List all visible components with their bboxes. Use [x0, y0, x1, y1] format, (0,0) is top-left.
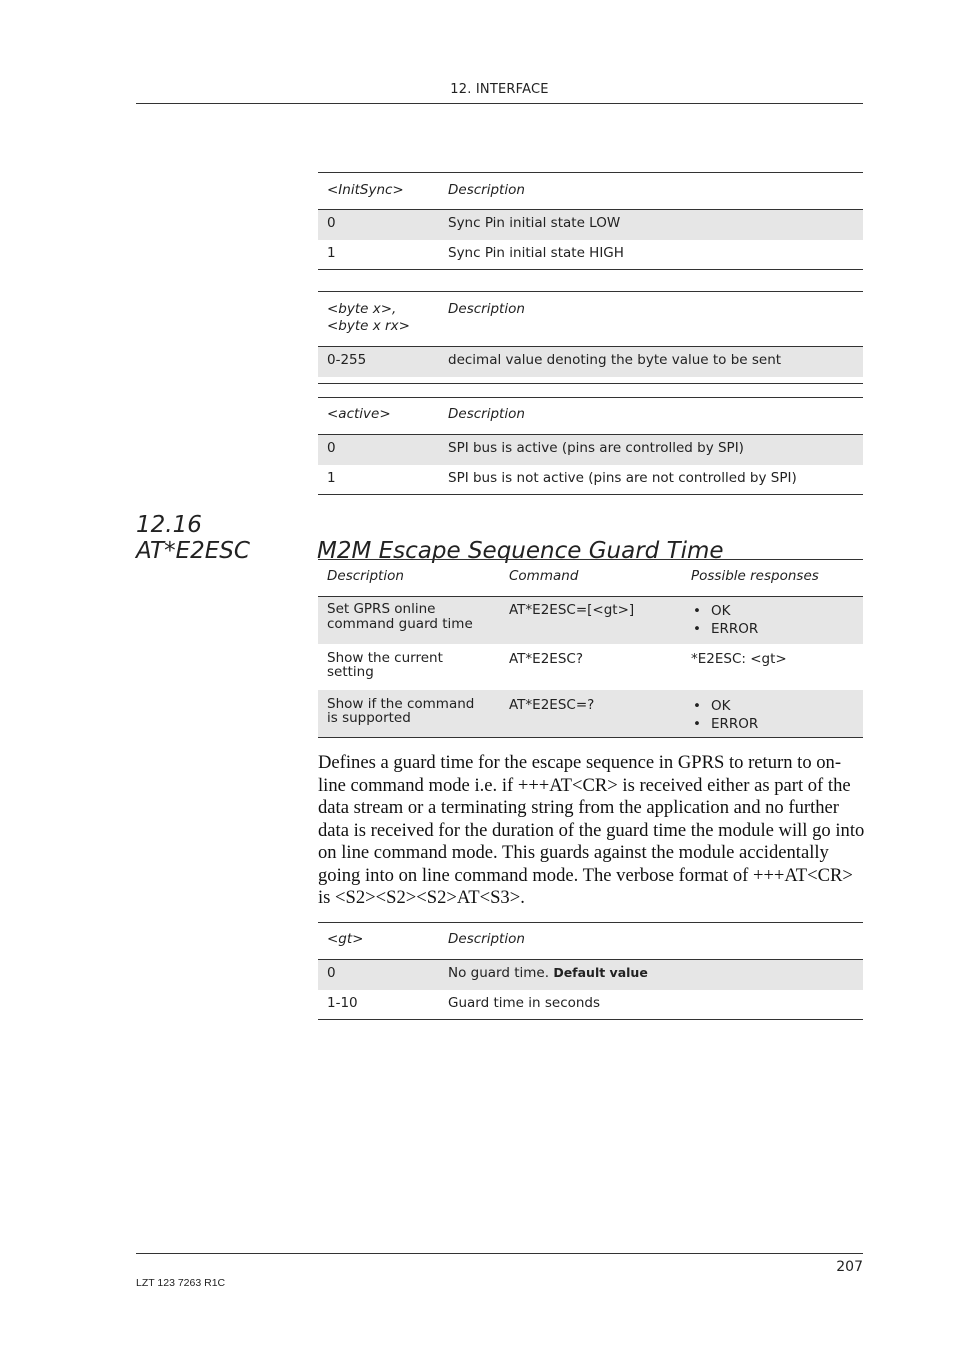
- command-desc-line: setting: [327, 664, 374, 680]
- table-cell: 0: [318, 435, 439, 465]
- command-desc-cell: [318, 690, 500, 738]
- response-item: • ERROR: [691, 620, 854, 638]
- command-desc-cell: [318, 644, 500, 690]
- gt-desc-text: No guard time.: [448, 965, 550, 981]
- header-rule: [136, 103, 863, 104]
- command-desc-line: Show the current: [327, 649, 443, 666]
- table-cell: 0: [318, 210, 439, 240]
- command-header-desc: Description: [318, 560, 500, 597]
- responses-cell: [682, 690, 863, 738]
- initsync-header-param: <InitSync>: [318, 173, 439, 210]
- document-id: LZT 123 7263 R1C: [136, 1277, 226, 1289]
- table-cell: Guard time in seconds: [439, 990, 863, 1020]
- table-cell: Sync Pin initial state HIGH: [439, 240, 863, 270]
- table-cell: decimal value denoting the byte value to be sent: [439, 347, 863, 377]
- active-table: [318, 397, 863, 495]
- response-item: • ERROR: [691, 715, 854, 733]
- table-cell: 0-255: [318, 347, 439, 377]
- command-header-responses: Possible responses: [682, 560, 863, 597]
- responses-cell: [682, 597, 863, 644]
- command-cell: AT*E2ESC?: [509, 650, 583, 667]
- byte-header-line2: <byte x rx>: [327, 318, 410, 334]
- byte-header-param: [318, 292, 439, 347]
- page-number: 207: [836, 1259, 863, 1275]
- initsync-table: [318, 172, 863, 270]
- default-value-label: Default value: [553, 965, 648, 980]
- section-number: 12.16 AT*E2ESC: [136, 512, 250, 564]
- table-spacer: [318, 377, 439, 384]
- responses-cell: *E2ESC: <gt>: [691, 650, 787, 667]
- table-cell: Sync Pin initial state LOW: [439, 210, 863, 240]
- table-cell: SPI bus is not active (pins are not controlled by SPI): [439, 465, 863, 495]
- footer-rule: [136, 1253, 863, 1254]
- gt-header-desc: Description: [439, 923, 863, 960]
- byte-header-line1: <byte x>,: [327, 301, 397, 317]
- command-desc-cell: [318, 597, 500, 644]
- table-cell: 1: [318, 240, 439, 270]
- command-table: [318, 559, 863, 738]
- section-heading: M2M Escape Sequence Guard Time: [317, 538, 724, 564]
- byte-header-desc: Description: [439, 292, 863, 347]
- table-cell: 1-10: [318, 990, 439, 1020]
- table-cell: SPI bus is active (pins are controlled by SPI): [439, 435, 863, 465]
- command-desc-line: Set GPRS online: [327, 601, 436, 617]
- response-list: [691, 697, 854, 733]
- byte-table: [318, 291, 863, 384]
- section-title: [136, 512, 896, 564]
- command-cell: AT*E2ESC=[<gt>]: [500, 597, 682, 644]
- initsync-header-desc: Description: [439, 173, 863, 210]
- table-cell: 1: [318, 465, 439, 495]
- command-desc-line: command guard time: [327, 615, 473, 632]
- description-paragraph: Defines a guard time for the escape sequence in GPRS to return to on-line command mode i.e. if +++AT<CR> is received either as part of the data stream or a terminating string from the application and no further data is received for the duration of the guard time the module will go into on line command mode. This guards against the module accidentally going into on line command mode. The verbose format of +++AT<CR> is <S2><S2><S2>AT<S3>.: [318, 752, 865, 908]
- command-desc-line: is supported: [327, 710, 411, 726]
- response-item: • OK: [691, 602, 854, 620]
- active-header-param: <active>: [318, 398, 439, 435]
- response-list: [691, 602, 854, 638]
- command-desc-line: Show if the command: [327, 695, 475, 712]
- command-header-command: Command: [500, 560, 682, 597]
- table-cell: 0: [318, 960, 439, 990]
- command-cell: AT*E2ESC=?: [500, 690, 682, 738]
- table-cell: [439, 960, 863, 990]
- response-item: • OK: [691, 697, 854, 715]
- running-header: 12. INTERFACE: [450, 82, 549, 97]
- table-spacer: [439, 377, 863, 384]
- gt-table: [318, 922, 863, 1020]
- gt-header-param: <gt>: [318, 923, 439, 960]
- active-header-desc: Description: [439, 398, 863, 435]
